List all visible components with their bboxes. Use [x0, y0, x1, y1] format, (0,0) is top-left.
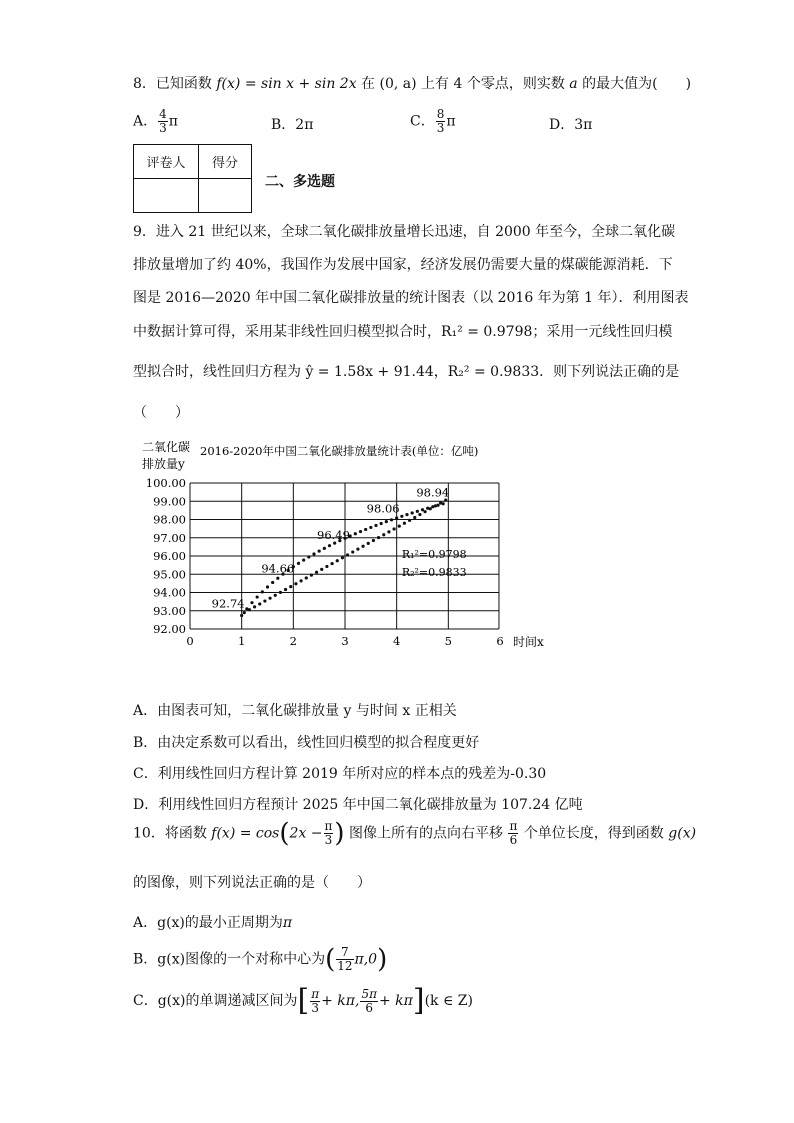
- q8-function: f(x) = sin x + sin 2x: [216, 76, 357, 92]
- nonlinear-fit-dot: [385, 520, 388, 523]
- q9-line-4: 中数据计算可得，采用某非线性回归模型拟合时，R₁² = 0.9798；采用一元线性回归模: [133, 324, 673, 340]
- legend-entry: R₁²=0.9798: [401, 547, 467, 561]
- q8-option-a[interactable]: A． $\frac{4}{3}$ π: [133, 107, 178, 135]
- nonlinear-fit-dot: [411, 511, 414, 514]
- data-point-label: 98.94: [416, 485, 450, 500]
- linear-fit-dot: [361, 545, 364, 548]
- nonlinear-fit-dot: [240, 614, 243, 617]
- q9-option-c[interactable]: C．利用线性回归方程计算 2019 年所对应的样本点的残差为-0.30: [133, 766, 547, 782]
- nonlinear-fit-dot: [328, 544, 331, 547]
- linear-fit-dot: [382, 533, 385, 536]
- co2-emission-chart: [130, 435, 560, 655]
- q9-option-a[interactable]: A．由图表可知，二氧化碳排放量 y 与时间 x 正相关: [133, 703, 457, 719]
- nonlinear-fit-dot: [307, 555, 310, 558]
- grader-cell-reviewer[interactable]: [134, 179, 199, 213]
- nonlinear-fit-dot: [318, 549, 321, 552]
- y-tick-label: 92.00: [153, 622, 186, 636]
- q9-answer-paren: （ ）: [133, 405, 189, 421]
- nonlinear-fit-dot: [261, 590, 264, 593]
- chart-y-ticks: [146, 476, 186, 636]
- fraction: $\frac{\pi}{6}$: [509, 819, 518, 847]
- linear-fit-dot: [258, 602, 261, 605]
- linear-fit-dot: [372, 539, 375, 542]
- nonlinear-fit-dot: [395, 516, 398, 519]
- linear-fit-dot: [423, 510, 426, 513]
- q10-line-2: 的图像，则下列说法正确的是（ ）: [133, 875, 371, 891]
- linear-fit-dot: [434, 504, 437, 507]
- linear-fit-dot: [263, 599, 266, 602]
- linear-fit-dot: [299, 579, 302, 582]
- nonlinear-fit-dot: [354, 532, 357, 535]
- nonlinear-fit-dot: [416, 510, 419, 513]
- grader-header-reviewer: 评卷人: [134, 145, 199, 179]
- q10-option-b[interactable]: B．g(x)图像的一个对称中心为( $\frac{7}{12}$ π,0): [133, 944, 388, 975]
- chart-ylabel-line2: 排放量y: [142, 457, 185, 471]
- linear-fit-dot: [289, 585, 292, 588]
- linear-fit-dot: [330, 562, 333, 565]
- q8-option-c[interactable]: C． $\frac{8}{3}$ π: [410, 107, 456, 135]
- linear-fit-dot: [310, 574, 313, 577]
- linear-fit-dot: [418, 513, 421, 516]
- q9-line-5: 型拟合时，线性回归方程为 ŷ = 1.58x + 91.44，R₂² = 0.9833．则下列说法正确的是: [133, 364, 680, 380]
- q9-option-d[interactable]: D．利用线性回归方程预计 2025 年中国二氧化碳排放量为 107.24 亿吨: [133, 797, 583, 813]
- nonlinear-fit-dot: [390, 518, 393, 521]
- linear-fit-dot: [336, 559, 339, 562]
- nonlinear-fit-dot: [266, 585, 269, 588]
- x-tick-label: 0: [186, 634, 194, 648]
- q9-option-b[interactable]: B．由决定系数可以看出，线性回归模型的拟合程度更好: [133, 735, 480, 751]
- linear-fit-dot: [284, 588, 287, 591]
- linear-fit-dot: [315, 571, 318, 574]
- legend-entry: R₂²=0.9833: [401, 566, 467, 580]
- grader-cell-score[interactable]: [199, 179, 252, 213]
- nonlinear-fit-dot: [256, 595, 259, 598]
- x-tick-label: 3: [341, 634, 349, 648]
- nonlinear-fit-dot: [323, 547, 326, 550]
- x-tick-label: 5: [444, 634, 452, 648]
- y-tick-label: 98.00: [153, 512, 186, 527]
- chart-ylabel-line1: 二氧化碳: [142, 440, 191, 454]
- nonlinear-fit-dot: [359, 530, 362, 533]
- data-point-label: 92.74: [211, 596, 245, 611]
- fraction: $\frac{7}{12}$: [337, 945, 353, 973]
- nonlinear-fit-dot: [302, 558, 305, 561]
- y-tick-label: 96.00: [153, 549, 186, 563]
- y-tick-label: 99.00: [153, 494, 186, 509]
- q10-option-a[interactable]: A．g(x)的最小正周期为π: [133, 915, 293, 931]
- linear-fit-dot: [408, 519, 411, 522]
- nonlinear-fit-dot: [400, 515, 403, 518]
- linear-fit-dot: [351, 550, 354, 553]
- q9-line-3: 图是 2016—2020 年中国二氧化碳排放量的统计图表（以 2016 年为第 1 年）．利用图表: [133, 290, 689, 306]
- linear-fit-dot: [356, 548, 359, 551]
- chart-legend: [402, 548, 467, 579]
- q8-text: 8．已知函数: [133, 76, 212, 92]
- y-tick-label: 94.00: [153, 585, 186, 600]
- linear-fit-dot: [387, 530, 390, 533]
- x-tick-label: 1: [238, 634, 246, 648]
- nonlinear-fit-dot: [276, 577, 279, 580]
- data-point-label: 94.66: [261, 561, 295, 576]
- nonlinear-fit-dot: [271, 581, 274, 584]
- nonlinear-fit-dot: [364, 528, 367, 531]
- fraction: $\frac{5\pi}{6}$: [361, 986, 377, 1015]
- y-tick-label: 97.00: [153, 530, 186, 545]
- q8-text: 的最大值为( ): [582, 76, 692, 92]
- chart-x-ticks: [186, 634, 503, 648]
- q8-text: 在: [361, 76, 376, 92]
- nonlinear-fit-dot: [380, 522, 383, 525]
- y-tick-label: 95.00: [153, 567, 186, 582]
- grader-table: [133, 144, 252, 213]
- linear-fit-dot: [274, 594, 277, 597]
- fraction: $\frac{4}{3}$: [159, 107, 167, 135]
- linear-fit-dot: [243, 611, 246, 614]
- section-title: 二、多选题: [265, 174, 335, 190]
- nonlinear-fit-dot: [369, 526, 372, 529]
- q8-option-d[interactable]: D．3π: [549, 117, 593, 133]
- linear-fit-dot: [305, 576, 308, 579]
- linear-fit-dot: [294, 582, 297, 585]
- linear-fit-dot: [403, 522, 406, 525]
- linear-fit-dot: [248, 608, 251, 611]
- q9-line-2: 排放量增加了约 40%，我国作为发展中国家，经济发展仍需要大量的煤碳能源消耗．下: [133, 257, 673, 273]
- nonlinear-fit-dot: [250, 601, 253, 604]
- x-tick-label: 4: [393, 634, 401, 648]
- linear-fit-dot: [253, 605, 256, 608]
- nonlinear-fit-dot: [421, 508, 424, 511]
- q9-line-1: 9．进入 21 世纪以来，全球二氧化碳排放量增长迅速，自 2000 年至今，全球二氧化碳: [133, 224, 676, 240]
- chart-title: 2016-2020年中国二氧化碳排放量统计表(单位：亿吨): [200, 444, 479, 458]
- q8-variable: a: [569, 76, 578, 92]
- linear-fit-dot: [392, 527, 395, 530]
- x-tick-label: 2: [289, 634, 297, 648]
- x-tick-label: 6: [496, 634, 504, 648]
- grader-header-score: 得分: [199, 145, 252, 179]
- linear-fit-dot: [268, 597, 271, 600]
- linear-fit-dot: [325, 565, 328, 568]
- nonlinear-fit-dot: [312, 552, 315, 555]
- linear-fit-dot: [377, 536, 380, 539]
- linear-fit-dot: [341, 556, 344, 559]
- y-tick-label: 100.00: [145, 476, 186, 490]
- linear-fit-dot: [413, 516, 416, 519]
- fraction: $\frac{8}{3}$: [436, 107, 445, 135]
- q8-option-b[interactable]: B．2π: [271, 117, 314, 133]
- linear-fit-dot: [367, 542, 370, 545]
- q8-text: 上有 4 个零点，则实数: [421, 76, 565, 92]
- q10-option-c[interactable]: C．g(x)的单调递减区间为[ $\frac{\pi}{3}$ + kπ, $\frac{5\pi}{6}$ + kπ](k ∈ Z): [133, 983, 473, 1018]
- q10-function: f(x) = cos: [211, 825, 280, 842]
- y-tick-label: 93.00: [153, 603, 186, 618]
- nonlinear-fit-dot: [374, 524, 377, 527]
- fraction: $\frac{\pi}{3}$: [311, 986, 320, 1015]
- question-10-stem: 10．将函数 f(x) = cos(2x − $\frac{\pi}{3}$ ) 图像上所有的点向右平移 $\frac{\pi}{6}$ 个单位长度，得到函数 g(x): [133, 818, 697, 849]
- linear-fit-dot: [398, 524, 401, 527]
- linear-fit-dot: [439, 501, 442, 504]
- data-point-label: 96.49: [317, 528, 350, 543]
- linear-fit-dot: [320, 568, 323, 571]
- question-8-stem: [133, 73, 691, 93]
- linear-fit-dot: [279, 591, 282, 594]
- data-point-label: 98.06: [366, 501, 400, 516]
- linear-fit-dot: [429, 507, 432, 510]
- chart-xlabel: 时间x: [513, 635, 544, 649]
- q8-interval: (0, a): [379, 76, 417, 92]
- fraction: $\frac{\pi}{3}$: [324, 819, 333, 847]
- nonlinear-fit-dot: [297, 562, 300, 565]
- linear-fit-dot: [346, 553, 349, 556]
- nonlinear-fit-dot: [405, 513, 408, 516]
